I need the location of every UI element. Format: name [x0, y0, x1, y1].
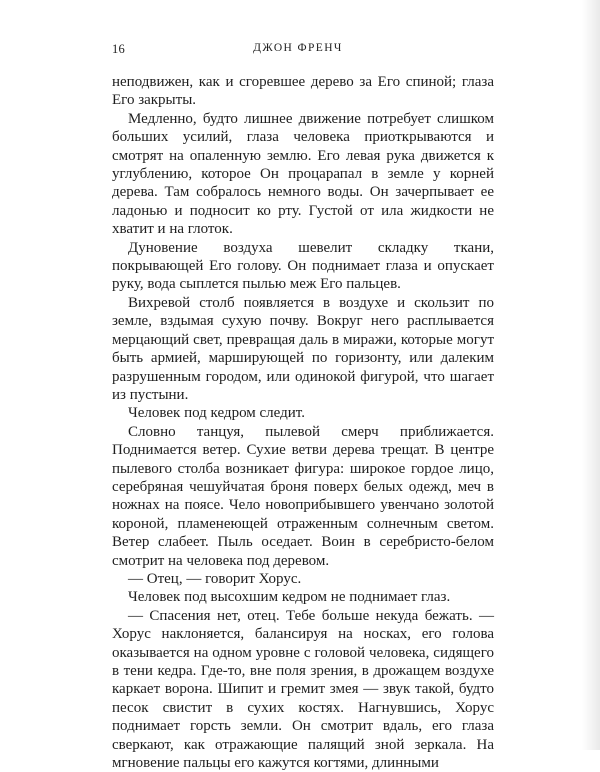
paragraph: Словно танцуя, пылевой смерч приближается. Поднимается ветер. Сухие ветви дерева трещат. В центре пылевого столба возникает фигура: широкое гордое лицо, серебряная чешуйчатая броня поверх белых одежд, меч в ножнах на поясе. Чело новоприбывшего увенчано золотой короной, пламенеющей отраженным солнечным светом. Ветер слабеет. Пыль оседает. Воин в серебристо-белом смотрит на человека под деревом. [112, 423, 494, 569]
body-text [112, 73, 494, 772]
page-number: 16 [112, 42, 126, 56]
page-edge-shadow [582, 0, 600, 750]
paragraph: неподвижен, как и сгоревшее дерево за Его спиной; глаза Его закрыты. [112, 74, 494, 109]
paragraph: Медленно, будто лишнее движение потребует слишком больших усилий, глаза человека приоткрываются и смотрят на опаленную землю. Его левая рука движется к углублению, которое Он процарапал в земле у корней дерева. Там собралось немного воды. Он зачерпывает ее ладонью и подносит ко рту. Густой от ила жидкости не хватит и на глоток. [112, 110, 494, 238]
dialogue-line: — Отец, — говорит Хорус. [128, 570, 302, 587]
paragraph: Человек под высохшим кедром не поднимает глаз. [128, 589, 451, 606]
paragraph: Человек под кедром следит. [128, 405, 305, 422]
dialogue-paragraph: — Спасения нет, отец. Тебе больше некуда бежать. — Хорус наклоняется, балансируя на носках, его голова оказывается на одном уровне с головой человека, сидящего в тени кедра. Где-то, вне поля зрения, в дрожащем воздухе каркает ворона. Шипит и гремит змея — звук такой, будто песок свистит в сухих костях. Нагнувшись, Хорус поднимает горсть земли. Он смотрит вдаль, его глаза сверкают, как отражающие палящий зной зеркала. На мгновение пальцы его кажутся когтями, длинными [112, 607, 494, 772]
paragraph: Вихревой столб появляется в воздухе и скользит по земле, вздымая сухую почву. Вокруг него расплывается мерцающий свет, превращая даль в миражи, которые могут быть армией, марширующей по горизонту, или далеким разрушенным городом, или одинокой фигурой, что шагает из пустыни. [112, 294, 494, 403]
paragraph: Дуновение воздуха шевелит складку ткани, покрывающей Его голову. Он поднимает глаза и опускает руку, вода сыплется пылью меж Его пальцев. [112, 239, 494, 293]
page-header [112, 42, 484, 60]
running-head-author: ДЖОН ФРЕНЧ [253, 42, 343, 54]
